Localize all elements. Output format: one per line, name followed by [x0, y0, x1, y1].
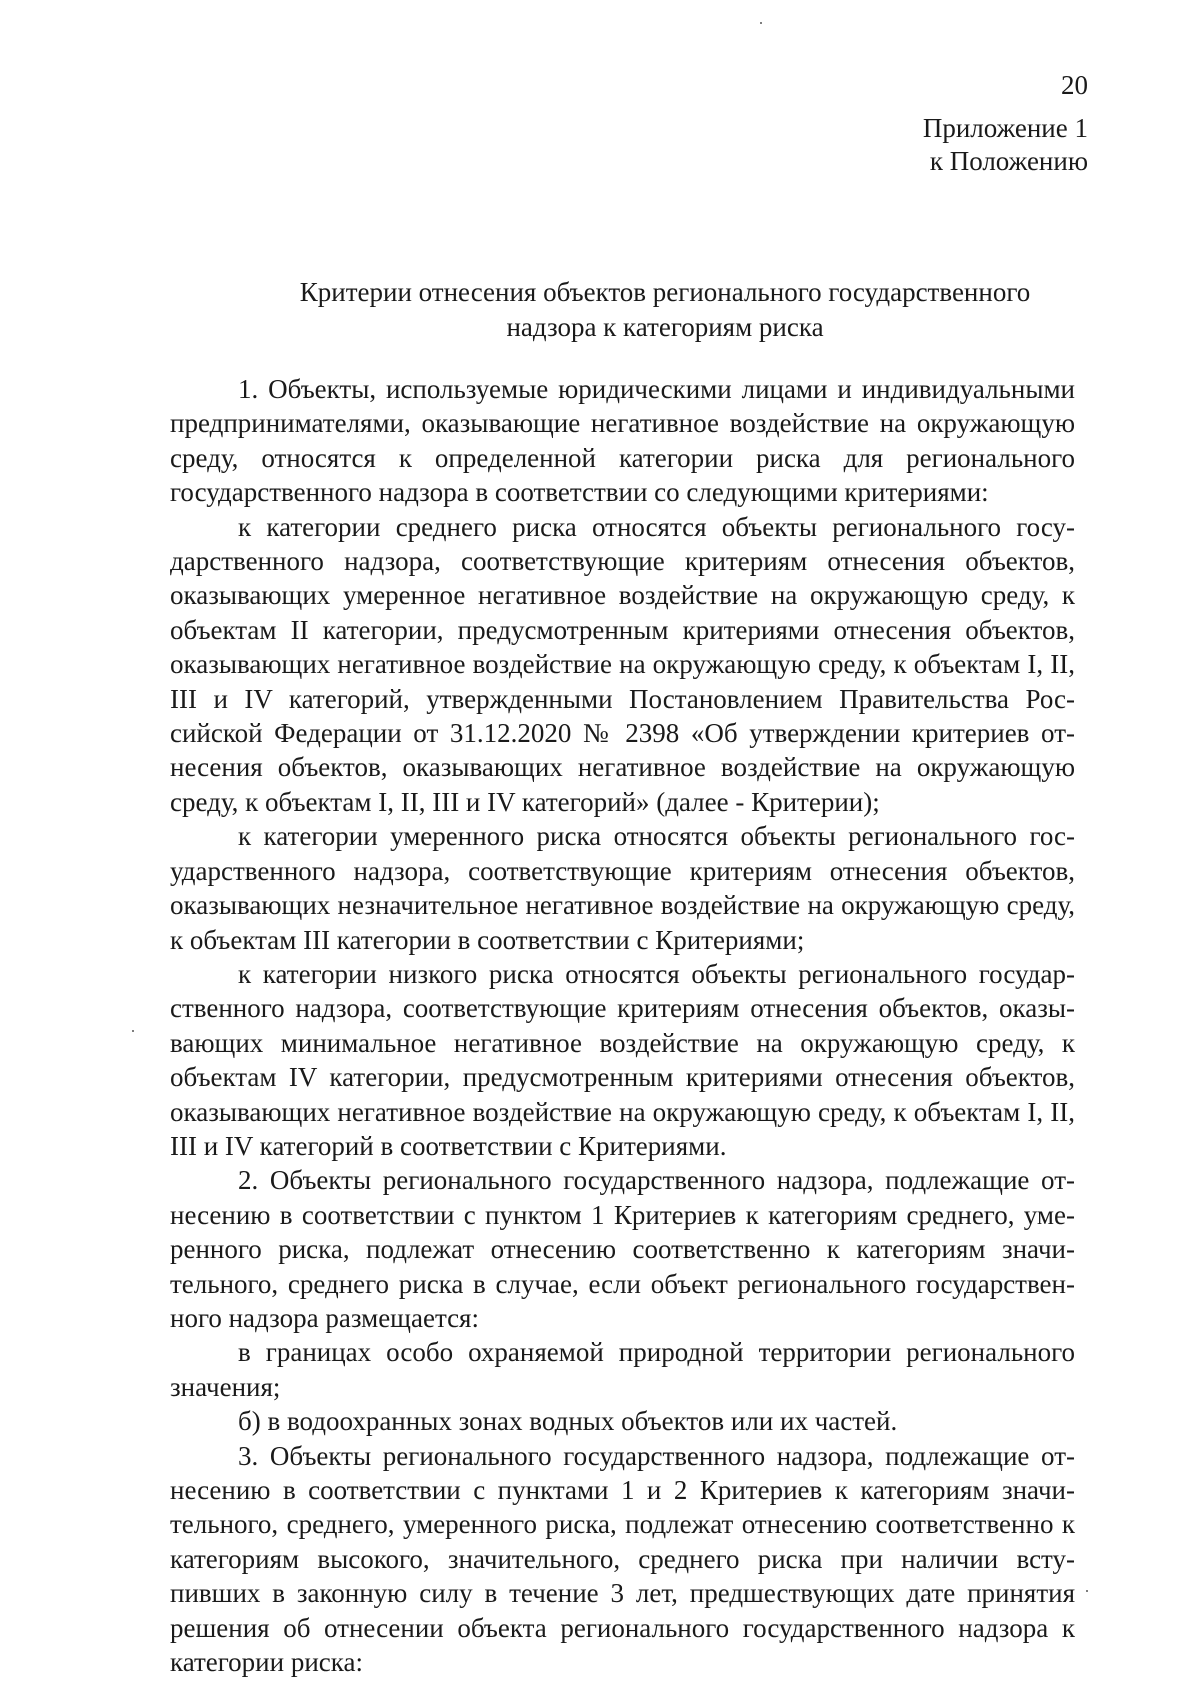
title-line-1: Критерии отнесения объектов регионального государственного	[299, 277, 1031, 307]
paragraph-2: 2. Объекты регионального государственного надзора, подлежащие отнесению в соответствии с пунктом 1 Критериев к категориям среднего, умеренного риска, подлежат отнесению соответственно к категориям значительного, среднего риска в случае, если объект регионального государственного надзора размещается:	[170, 1165, 1075, 1333]
appendix-line-2: к Положению	[929, 146, 1088, 176]
paragraph-low-risk: к категории низкого риска относятся объекты регионального государственного надзора, соответствующие критериям отнесения объектов, оказывающих минимальное негативное воздействие на окружающую среду, к объектам IV категории, предусмотренным критериями отнесения объектов, оказывающих негативное воздействие на окружающую среду, к объектам I, II, III и IV категорий в соответствии с Критериями.	[170, 958, 1075, 1161]
paragraph-moderate-risk: к категории умеренного риска относятся объекты регионального государственного надзора, соответствующие критериям отнесения объектов, оказывающих незначительное негативное воздействие на окружающую среду, к объектам III категории в соответствии с Критериями;	[170, 821, 1075, 955]
document-body	[170, 372, 1075, 1679]
paragraph-item-a: в границах особо охраняемой природной территории регионального значения;	[170, 1337, 1075, 1402]
appendix-header	[923, 112, 1088, 178]
paragraph-item-b: б) в водоохранных зонах водных объектов или их частей.	[238, 1406, 898, 1437]
paragraph-medium-risk: к категории среднего риска относятся объекты регионального государственного надзора, соответствующие критериям отнесения объектов, оказывающих умеренное негативное воздействие на окружающую среду, к объектам II категории, предусмотренным критериями отнесения объектов, оказывающих негативное воздействие на окружающую среду, к объектам I, II, III и IV категорий, утвержденными Постановлением Правительства Российской Федерации от 31.12.2020 № 2398 «Об утверждении критериев отнесения объектов, оказывающих негативное воздействие на окружающую среду, к объектам I, II, III и IV категорий» (далее - Критерии);	[170, 511, 1075, 817]
title-line-2: надзора к категориям риска	[506, 312, 824, 342]
scan-speck	[132, 1030, 134, 1032]
paragraph-1: 1. Объекты, используемые юридическими лицами и индивидуальными предпринимателями, оказывающие негативное воздействие на окружающую среду, относятся к определенной категории риска для регионального государственного надзора в соответствии со следующими критериями:	[170, 374, 1075, 508]
scan-speck	[1086, 1590, 1088, 1592]
paragraph-3: 3. Объекты регионального государственного надзора, подлежащие отнесению в соответствии с пунктами 1 и 2 Критериев к категориям значительного, среднего, умеренного риска, подлежат отнесению соответственно к категориям высокого, значительного, среднего риска при наличии вступивших в законную силу в течение 3 лет, предшествующих дате принятия решения об отнесении объекта регионального государственного надзора к категории риска:	[170, 1440, 1075, 1678]
scan-speck	[760, 22, 762, 24]
appendix-line-1: Приложение 1	[922, 113, 1088, 143]
document-title	[200, 275, 1130, 345]
page-number: 20	[1061, 70, 1088, 100]
